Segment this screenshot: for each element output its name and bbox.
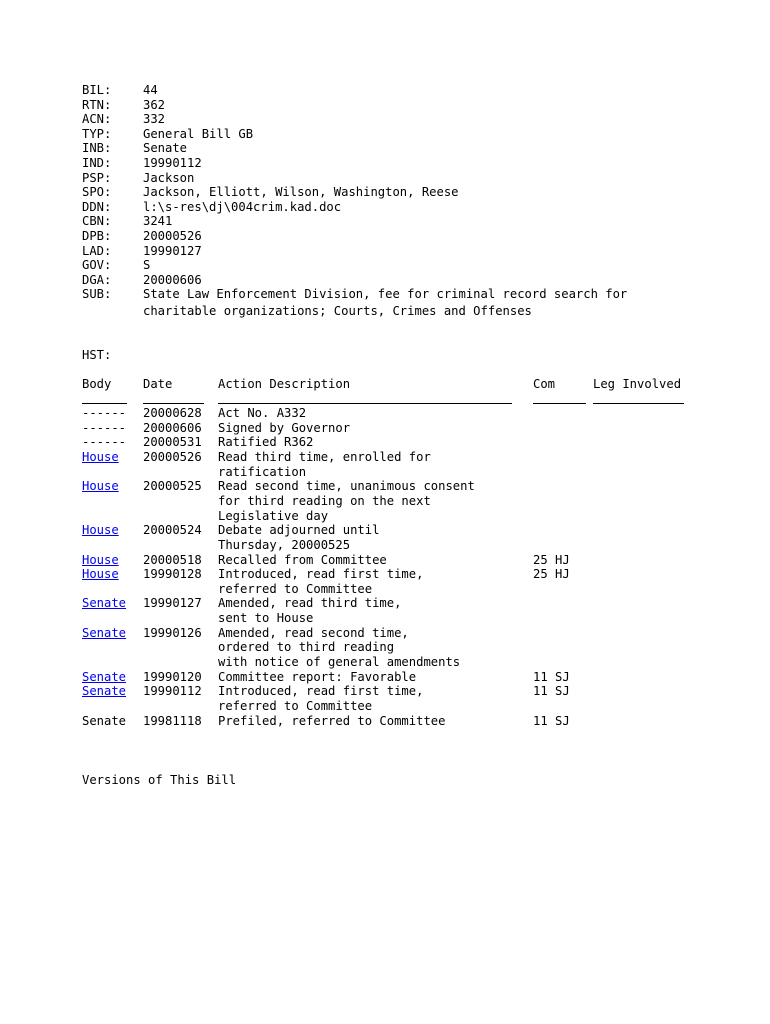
history-action: Recalled from Committee [218,552,387,567]
history-action: Introduced, read first time, [218,684,424,699]
field-key: TYP: [82,126,112,141]
history-com: 11 SJ [533,713,570,728]
history-com: 11 SJ [533,669,570,684]
history-body: ------ [82,406,127,420]
history-body-link[interactable]: Senate [82,684,127,699]
versions-label: Versions of This Bill [82,773,237,787]
subject-continuation: charitable organizations; Courts, Crimes and Offenses [143,304,532,318]
history-body: ------ [82,435,127,450]
field-value: Jackson, Elliott, Wilson, Washington, Reese [143,185,459,200]
rule-com [533,403,586,404]
history-date: 19990112 [143,684,202,699]
hst-label: HST: [82,348,112,362]
history-action: for third reading on the next [218,493,431,508]
field-key: ACN: [82,112,112,127]
field-key: DDN: [82,199,112,214]
field-value: 362 [143,97,166,112]
rule-body [82,403,127,404]
field-value: Senate [143,141,188,156]
field-value: 20000606 [143,272,202,287]
history-action: Act No. A332 [218,406,307,420]
history-action: Amended, read third time, [218,596,402,611]
history-date: 19990126 [143,625,202,640]
header-com: Com [533,377,556,391]
history-date: 20000518 [143,552,202,567]
field-key: BIL: [82,83,112,97]
field-key: GOV: [82,258,112,273]
history-body-link[interactable]: House [82,479,119,494]
history-action: Signed by Governor [218,420,351,435]
history-com: 25 HJ [533,567,570,582]
history-body-link[interactable]: Senate [82,596,127,611]
history-date: 20000524 [143,523,202,538]
header-leg-involved: Leg Involved [593,377,682,391]
history-action: sent to House [218,611,314,626]
header-date: Date [143,377,173,391]
field-key: RTN: [82,97,112,112]
history-action: Thursday, 20000525 [218,537,351,552]
history-action: Prefiled, referred to Committee [218,713,446,728]
field-value: 3241 [143,214,173,229]
history-action: ordered to third reading [218,640,395,655]
field-key: CBN: [82,214,112,229]
field-key: SUB: [82,287,112,302]
rule-leg-involved [593,403,684,404]
history-body-link[interactable]: House [82,449,119,464]
history-action: referred to Committee [218,581,373,596]
field-key: IND: [82,156,112,170]
history-date: 20000525 [143,479,202,494]
header-action: Action Description [218,377,351,391]
history-date: 19990128 [143,567,202,582]
history-date: 19990127 [143,596,202,611]
history-body-link[interactable]: Senate [82,669,127,684]
history-body-link[interactable]: Senate [82,625,127,640]
field-value: General Bill GB [143,126,254,141]
history-date: 19990120 [143,669,202,684]
history-body: ------ [82,420,127,435]
history-action: Amended, read second time, [218,625,409,640]
history-action: referred to Committee [218,699,373,713]
history-date: 20000531 [143,435,202,450]
field-value: l:\s-res\dj\004crim.kad.doc [143,199,342,214]
history-date: 20000628 [143,406,202,420]
history-action: Ratified R362 [218,435,314,450]
field-value: 44 [143,83,158,97]
rule-date [143,403,204,404]
field-key: INB: [82,141,112,156]
field-key: SPO: [82,185,112,200]
history-action: Debate adjourned until [218,523,380,538]
field-value: State Law Enforcement Division, fee for criminal record search for [143,287,628,302]
history-body: Senate [82,713,127,728]
field-value: 20000526 [143,229,202,243]
field-key: LAD: [82,243,112,258]
history-action: Read third time, enrolled for [218,449,431,464]
history-body-link[interactable]: House [82,523,119,538]
history-date: 20000526 [143,449,202,464]
history-com: 11 SJ [533,684,570,699]
history-body-link[interactable]: House [82,567,119,582]
field-value: Jackson [143,170,195,185]
field-key: DPB: [82,229,112,243]
history-action: ratification [218,464,307,479]
history-date: 20000606 [143,420,202,435]
history-body-link[interactable]: House [82,552,119,567]
field-key: PSP: [82,170,112,185]
field-value: 332 [143,112,166,127]
history-com: 25 HJ [533,552,570,567]
field-key: DGA: [82,272,112,287]
history-action: Committee report: Favorable [218,669,417,684]
history-date: 19981118 [143,713,202,728]
history-action: Legislative day [218,508,329,523]
field-value: 19990112 [143,156,202,170]
history-action: with notice of general amendments [218,655,461,670]
header-body: Body [82,377,112,391]
field-value: S [143,258,151,273]
history-action: Read second time, unanimous consent [218,479,475,494]
rule-action [218,403,512,404]
history-action: Introduced, read first time, [218,567,424,582]
field-value: 19990127 [143,243,202,258]
